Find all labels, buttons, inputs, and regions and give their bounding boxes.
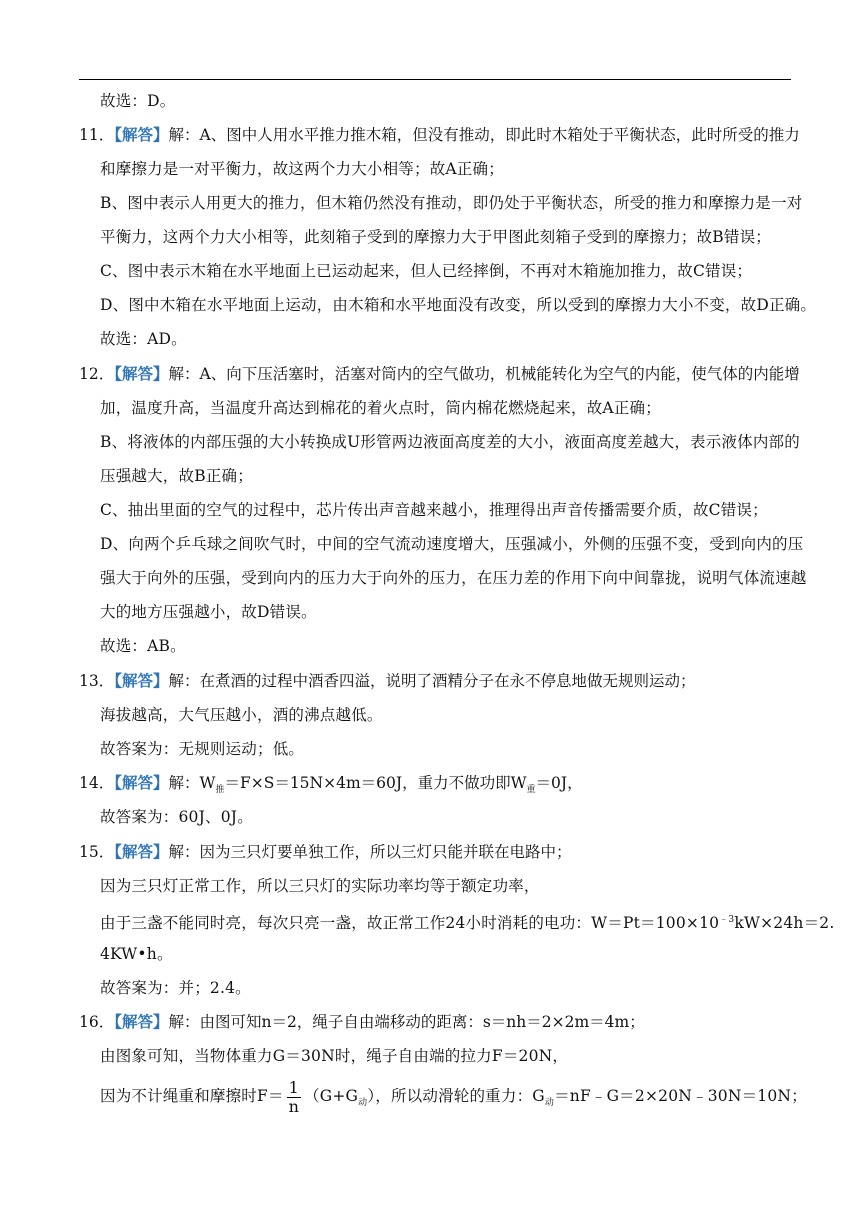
text-segment: 由于三盏不能同时亮，每次只亮一盏，故正常工作24小时消耗的电功：W＝Pt＝100×10 xyxy=(100,914,720,933)
question-number: 11． xyxy=(79,126,115,144)
question-number: 14． xyxy=(79,774,115,792)
question-13 xyxy=(79,671,696,691)
text-line xyxy=(100,1076,807,1123)
question-12 xyxy=(79,364,800,384)
subscript: 动 xyxy=(544,1098,555,1109)
text-segment: ），所以动滑轮的重力：G xyxy=(367,1087,545,1105)
text-line: B、将液体的内部压强的大小转换成U形管两边液面高度差的大小，液面高度差越大，表示液体内部的 xyxy=(100,433,800,451)
text-line: 压强越大，故B正确； xyxy=(100,467,253,485)
question-number: 13． xyxy=(79,672,115,690)
text-line: 解：由图可知n＝2，绳子自由端移动的距离：s＝nh＝2×2m＝4m； xyxy=(168,1013,645,1031)
text-line: 故答案为：无规则运动；低。 xyxy=(100,740,305,758)
text-line: 因为三只灯正常工作，所以三只灯的实际功率均等于额定功率， xyxy=(100,877,540,895)
text-line: 4KW•h。 xyxy=(100,945,173,963)
text-line: 故答案为：60J、0J。 xyxy=(100,808,253,826)
superscript: ﹣3 xyxy=(719,915,735,925)
answer-tag: 【解答】 xyxy=(114,671,169,690)
text-line: C、抽出里面的空气的过程中，芯片传出声音越来越小，推理得出声音传播需要介质，故C错误； xyxy=(100,501,768,519)
subscript: 重 xyxy=(526,785,536,796)
text-line xyxy=(100,910,834,933)
text-segment: kW×24h＝2. xyxy=(734,914,835,933)
fraction xyxy=(287,1079,301,1116)
question-11 xyxy=(79,125,800,145)
text-line: 故选：AB。 xyxy=(100,637,186,655)
text-segment: ＝0J， xyxy=(535,774,583,792)
text-segment: ＝nF﹣G＝2×20N﹣30N＝10N； xyxy=(554,1087,807,1105)
subscript: 动 xyxy=(358,1098,368,1109)
text-segment: （G+G xyxy=(304,1087,359,1105)
text-line: 平衡力，这两个力大小相等，此刻箱子受到的摩擦力大于甲图此刻箱子受到的摩擦力；故B错误； xyxy=(100,228,771,246)
text-line: 故选：AD。 xyxy=(100,330,187,348)
question-14 xyxy=(79,773,583,800)
text-line: 大的地方压强越小，故D错误。 xyxy=(100,603,317,621)
text-line: 故选：D。 xyxy=(100,92,176,110)
subscript: 推 xyxy=(215,785,225,796)
question-15 xyxy=(79,842,572,862)
question-number: 16． xyxy=(79,1013,115,1031)
text-line: D、向两个乒乓球之间吹气时，中间的空气流动速度增大，压强减小，外侧的压强不变，受到向内的压 xyxy=(100,535,804,553)
text-line: 海拔越高，大气压越小，酒的沸点越低。 xyxy=(100,706,383,724)
text-line: 解：A、图中人用水平推力推木箱，但没有推动，即此时木箱处于平衡状态，此时所受的推力 xyxy=(168,126,800,144)
answer-tag: 【解答】 xyxy=(114,842,169,861)
text-segment: ＝F×S＝15N×4m＝60J，重力不做功即W xyxy=(224,774,527,792)
text-line: C、图中表示木箱在水平地面上已运动起来，但人已经摔倒，不再对木箱施加推力，故C错误； xyxy=(100,262,753,280)
question-number: 15． xyxy=(79,843,115,861)
question-number: 12． xyxy=(79,365,115,383)
answer-tag: 【解答】 xyxy=(114,364,169,383)
text-line: B、图中表示人用更大的推力，但木箱仍然没有推动，即仍处于平衡状态，所受的推力和摩擦力是一对 xyxy=(100,194,803,212)
text-line: 故答案为：并；2.4。 xyxy=(100,979,251,997)
text-line: 解：因为三只灯要单独工作，所以三灯只能并联在电路中； xyxy=(168,843,572,861)
text-segment: 因为不计绳重和摩擦时F＝ xyxy=(100,1087,284,1105)
text-line: D、图中木箱在水平地面上运动，由木箱和水平地面没有改变，所以受到的摩擦力大小不变，故D正确。 xyxy=(100,296,817,314)
answer-tag: 【解答】 xyxy=(114,1012,169,1031)
text-line: 解：A、向下压活塞时，活塞对筒内的空气做功，机械能转化为空气的内能，使气体的内能增 xyxy=(168,365,800,383)
header-rule xyxy=(79,79,791,80)
question-16 xyxy=(79,1012,645,1032)
text-line: 由图象可知，当物体重力G＝30N时，绳子自由端的拉力F＝20N， xyxy=(100,1047,569,1065)
answer-tag: 【解答】 xyxy=(114,773,169,792)
text-line: 解：在煮酒的过程中酒香四溢，说明了酒精分子在永不停息地做无规则运动； xyxy=(168,672,696,690)
fraction-denominator: n xyxy=(288,1096,300,1116)
fraction-numerator: 1 xyxy=(288,1077,300,1097)
text-line: 和摩擦力是一对平衡力，故这两个力大小相等；故A正确； xyxy=(100,160,504,178)
answer-tag: 【解答】 xyxy=(114,125,169,144)
text-segment: 解：W xyxy=(168,774,216,792)
text-line: 强大于向外的压强，受到向内的压力大于向外的压力，在压力差的作用下向中间靠拢，说明气体流速越 xyxy=(100,569,807,587)
text-line: 加，温度升高，当温度升高达到棉花的着火点时，筒内棉花燃烧起来，故A正确； xyxy=(100,399,661,417)
